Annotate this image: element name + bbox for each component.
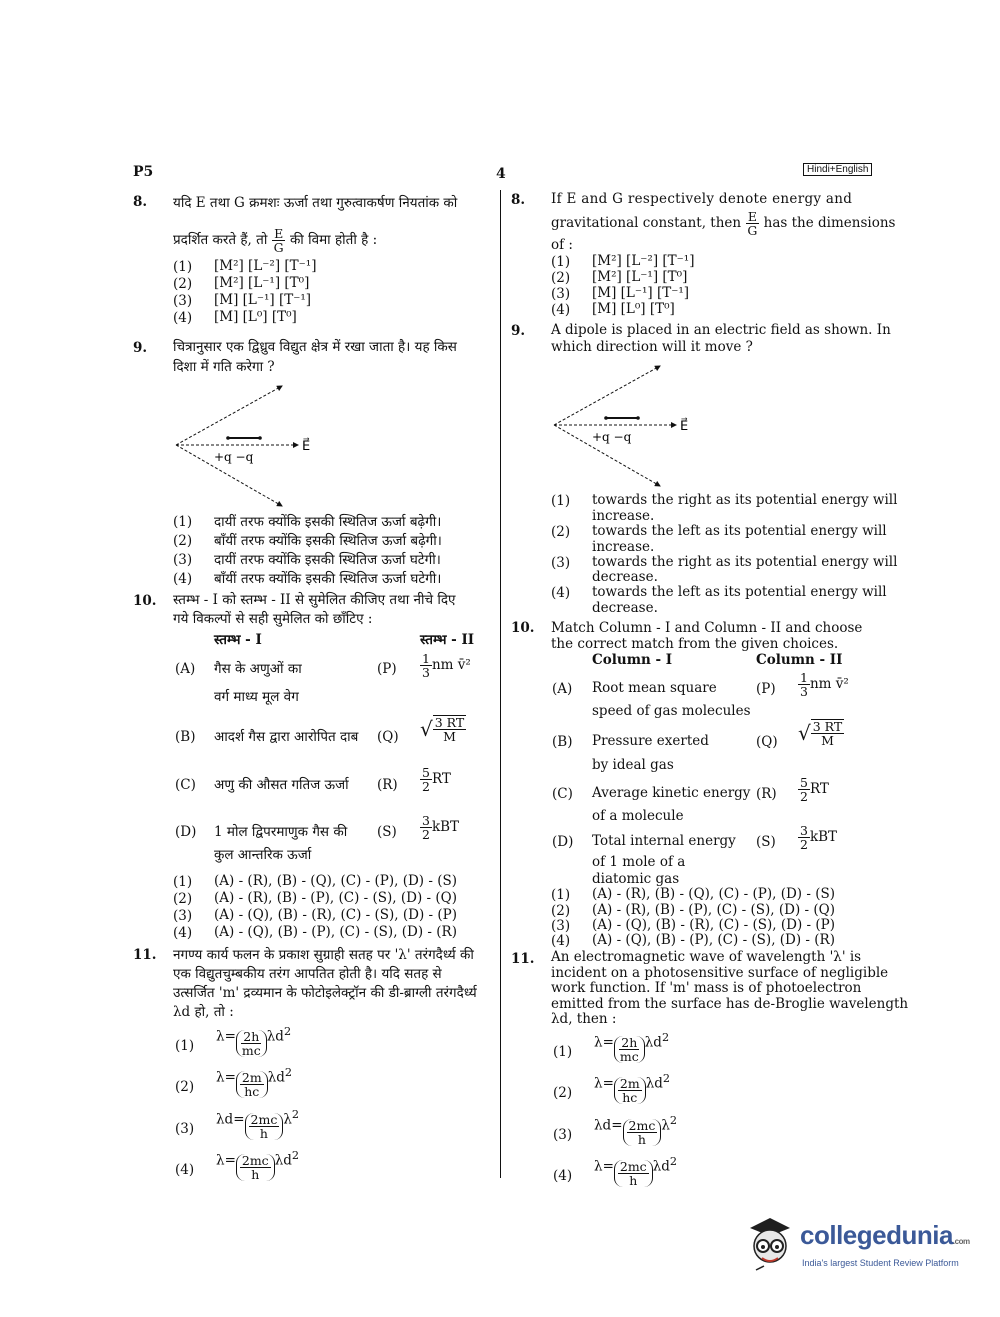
option-formula: λd= $\frac{2mc}{h}$ $\lambda^2$ <box>594 1114 678 1147</box>
option-number: (4) <box>173 925 193 941</box>
option-text: increase. <box>592 539 655 555</box>
option-text: [M] [L⁰] [T⁰] <box>214 309 297 325</box>
row-text: आदर्श गैस द्वारा आरोपित दाब <box>214 729 359 745</box>
option-text: [M] [L⁻¹] [T⁻¹] <box>592 285 690 301</box>
row-text: वर्ग माध्य मूल वेग <box>214 689 299 705</box>
option-text: [M²] [L⁻²] [T⁻¹] <box>592 253 695 269</box>
row-text: गैस के अणुओं का <box>214 661 302 677</box>
option-text: दायीं तरफ क्योंकि इसकी स्थितिज ऊर्जा घटेगी। <box>214 552 441 568</box>
question-text: An electromagnetic wave of wavelength 'λ' is <box>551 949 862 965</box>
question-text: Match Column - I and Column - II and choose <box>551 620 863 636</box>
question-number: 9. <box>511 323 526 339</box>
formula-p: $\frac{1}{3}$ nm v̄² <box>800 670 849 700</box>
question-text: which direction will it move ? <box>551 339 753 355</box>
option-number: (2) <box>173 533 193 549</box>
page-code: P5 <box>133 164 154 180</box>
option-text: [M] [L⁻¹] [T⁻¹] <box>214 292 312 308</box>
question-text: एक विद्युतचुम्बकीय तरंग आपतित होती है। यदि सतह से <box>173 966 442 982</box>
option-number: (3) <box>175 1121 195 1137</box>
row-text: 1 मोल द्विपरमाणुक गैस की <box>214 824 348 840</box>
option-number: (2) <box>173 276 193 292</box>
dipole-diagram <box>548 360 698 490</box>
row-label: (D) <box>175 824 197 840</box>
question-text: उत्सर्जित 'm' द्रव्यमान के फोटोइलेक्ट्रॉन की डी-ब्राग्ली तरंगदैर्ध्य <box>173 985 477 1001</box>
row-text: अणु की औसत गतिज ऊर्जा <box>214 777 349 793</box>
formula-s: $\frac{3}{2}$ kBT <box>800 823 838 853</box>
question-text: गये विकल्पों से सही सुमेलित को छाँटिए : <box>173 611 373 627</box>
option-text: decrease. <box>592 569 658 585</box>
option-text: towards the right as its potential energy will <box>592 554 898 570</box>
option-text: [M] [L⁰] [T⁰] <box>592 301 675 317</box>
option-number: (3) <box>553 1127 573 1143</box>
row-label: (P) <box>756 681 776 697</box>
question-number: 11. <box>133 947 157 963</box>
option-text: (A) - (R), (B) - (P), (C) - (S), (D) - (Q) <box>592 902 835 918</box>
option-text: (A) - (R), (B) - (P), (C) - (S), (D) - (Q) <box>214 890 457 906</box>
row-label: (A) <box>552 681 573 697</box>
option-number: (2) <box>175 1079 195 1095</box>
option-text: (A) - (Q), (B) - (R), (C) - (S), (D) - (P) <box>592 917 835 933</box>
formula-r: $\frac{5}{2}$ RT <box>422 765 451 795</box>
question-number: 8. <box>511 192 526 208</box>
question-text: A dipole is placed in an electric field as shown. In <box>551 322 891 338</box>
language-tag: Hindi+English <box>803 163 872 176</box>
column-heading: Column - I <box>592 652 673 668</box>
question-text: work function. If 'm' mass is of photoelectron <box>551 980 862 996</box>
option-text: (A) - (Q), (B) - (R), (C) - (S), (D) - (P) <box>214 907 457 923</box>
option-number: (4) <box>173 571 193 587</box>
option-formula: λ= $\frac{2mc}{h}$ $\lambda d^2$ <box>594 1155 678 1188</box>
question-text: λd हो, तो : <box>173 1004 234 1020</box>
row-text: diatomic gas <box>592 871 680 887</box>
option-number: (1) <box>173 259 193 275</box>
row-label: (C) <box>175 777 196 793</box>
question-number: 10. <box>511 620 535 636</box>
option-text: [M²] [L⁻²] [T⁻¹] <box>214 258 317 274</box>
row-text: कुल आन्तरिक ऊर्जा <box>214 847 312 863</box>
row-label: (Q) <box>377 729 399 745</box>
question-text: If E and G respectively denote energy and <box>551 191 853 207</box>
option-text: towards the right as its potential energy will <box>592 492 898 508</box>
option-number: (2) <box>551 270 571 286</box>
formula-r: $\frac{5}{2}$ RT <box>800 775 829 805</box>
row-text: Total internal energy <box>592 833 736 849</box>
question-text: स्तम्भ - I को स्तम्भ - II से सुमेलित कीजिए तथा नीचे दिए <box>173 592 456 608</box>
option-number: (1) <box>553 1044 573 1060</box>
option-text: [M²] [L⁻¹] [T⁰] <box>214 275 310 291</box>
question-text: emitted from the surface has de-Broglie wavelength <box>551 996 909 1012</box>
row-text: speed of gas molecules <box>592 703 751 719</box>
option-text: (A) - (R), (B) - (Q), (C) - (P), (D) - (S) <box>214 873 457 889</box>
page-number: 4 <box>496 166 506 182</box>
option-formula: λd= $\frac{2mc}{h}$ $\lambda^2$ <box>216 1108 300 1141</box>
option-number: (2) <box>551 903 571 919</box>
option-text: [M²] [L⁻¹] [T⁰] <box>592 269 688 285</box>
row-label: (C) <box>552 786 573 802</box>
column-heading: स्तम्भ - II <box>420 632 475 648</box>
option-number: (2) <box>553 1085 573 1101</box>
row-label: (B) <box>552 734 573 750</box>
option-number: (4) <box>175 1162 195 1178</box>
row-text: by ideal gas <box>592 757 674 773</box>
row-label: (R) <box>756 786 777 802</box>
option-number: (1) <box>175 1038 195 1054</box>
option-text: बाँयीं तरफ क्योंकि इसकी स्थितिज ऊर्जा बढ़ेगी। <box>214 533 442 549</box>
row-label: (A) <box>175 661 196 677</box>
question-text: of : <box>551 237 573 253</box>
option-formula: λ= $\frac{2h}{mc}$ $\lambda d^2$ <box>594 1031 670 1064</box>
question-text: नगण्य कार्य फलन के प्रकाश सुग्राही सतह पर 'λ' तरंगदैर्ध्य की <box>173 947 474 963</box>
column-divider <box>500 190 501 1178</box>
svg-text:+q −q: +q −q <box>214 450 254 464</box>
option-number: (3) <box>173 552 193 568</box>
option-number: (4) <box>173 310 193 326</box>
svg-text:E⃗: E⃗ <box>302 439 311 454</box>
question-text: λd, then : <box>551 1011 617 1027</box>
svg-text:E⃗: E⃗ <box>680 419 689 434</box>
question-number: 8. <box>133 194 148 210</box>
mascot-icon <box>742 1210 798 1276</box>
question-text: प्रदर्शित करते हैं, तो $\frac{E}{G}$ की विमा होती है : <box>173 226 378 256</box>
option-text: (A) - (Q), (B) - (P), (C) - (S), (D) - (R) <box>214 924 457 940</box>
option-number: (3) <box>173 908 193 924</box>
option-text: towards the left as its potential energy will <box>592 523 887 539</box>
formula-s: $\frac{3}{2}$ kBT <box>422 813 460 843</box>
row-text: of a molecule <box>592 808 684 824</box>
option-formula: λ= $\frac{2h}{mc}$ $\lambda d^2$ <box>216 1025 292 1058</box>
option-text: (A) - (Q), (B) - (P), (C) - (S), (D) - (R) <box>592 932 835 948</box>
question-text: the correct match from the given choices. <box>551 636 839 652</box>
option-number: (3) <box>173 293 193 309</box>
option-number: (1) <box>551 254 571 270</box>
row-label: (B) <box>175 729 196 745</box>
row-text: Pressure exerted <box>592 733 709 749</box>
formula-p: $\frac{1}{3}$ nm v̄² <box>422 651 471 681</box>
option-number: (4) <box>551 585 571 601</box>
option-number: (3) <box>551 918 571 934</box>
option-formula: λ= $\frac{2m}{hc}$ $\lambda d^2$ <box>594 1072 671 1105</box>
option-number: (2) <box>173 891 193 907</box>
option-text: दायीं तरफ क्योंकि इसकी स्थितिज ऊर्जा बढ़ेगी। <box>214 514 442 530</box>
column-heading: Column - II <box>756 652 843 668</box>
option-text: decrease. <box>592 600 658 616</box>
option-number: (1) <box>173 874 193 890</box>
question-number: 9. <box>133 340 148 356</box>
row-label: (R) <box>377 777 398 793</box>
row-label: (S) <box>756 834 776 850</box>
option-number: (1) <box>551 887 571 903</box>
question-text: gravitational constant, then $\frac{E}{G}$ has the dimensions <box>551 209 896 239</box>
option-formula: λ= $\frac{2m}{hc}$ $\lambda d^2$ <box>216 1066 293 1099</box>
dipole-diagram <box>170 380 320 510</box>
collegedunia-logo[interactable] <box>742 1210 972 1280</box>
option-number: (1) <box>551 493 571 509</box>
question-text: दिशा में गति करेगा ? <box>173 359 275 375</box>
question-number: 11. <box>511 951 535 967</box>
row-label: (S) <box>377 824 397 840</box>
row-label: (P) <box>377 661 397 677</box>
question-text: यदि E तथा G क्रमशः ऊर्जा तथा गुरुत्वाकर्षण नियतांक को <box>173 195 458 211</box>
column-heading: स्तम्भ - I <box>214 632 262 648</box>
option-text: towards the left as its potential energy will <box>592 584 887 600</box>
option-text: increase. <box>592 508 655 524</box>
formula-q: √ $\frac{3 RT}{M}$ <box>420 715 465 745</box>
question-number: 10. <box>133 593 157 609</box>
option-number: (3) <box>551 286 571 302</box>
row-label: (Q) <box>756 734 778 750</box>
option-number: (3) <box>551 555 571 571</box>
question-text: चित्रानुसार एक द्विध्रुव विद्युत क्षेत्र में रखा जाता है। यह किस <box>173 339 457 355</box>
option-formula: λ= $\frac{2mc}{h}$ $\lambda d^2$ <box>216 1149 300 1182</box>
row-text: Average kinetic energy <box>592 785 751 801</box>
logo-name: collegedunia.com <box>800 1220 970 1250</box>
option-number: (1) <box>173 514 193 530</box>
option-number: (4) <box>551 933 571 949</box>
row-label: (D) <box>552 834 574 850</box>
option-text: बाँयीं तरफ क्योंकि इसकी स्थितिज ऊर्जा घटेगी। <box>214 571 442 587</box>
option-number: (2) <box>551 524 571 540</box>
row-text: of 1 mole of a <box>592 854 686 870</box>
logo-tagline: India's largest Student Review Platform <box>802 1258 959 1268</box>
row-text: Root mean square <box>592 680 717 696</box>
question-text: incident on a photosensitive surface of negligible <box>551 965 889 981</box>
option-number: (4) <box>551 302 571 318</box>
option-number: (4) <box>553 1168 573 1184</box>
option-text: (A) - (R), (B) - (Q), (C) - (P), (D) - (S) <box>592 886 835 902</box>
svg-text:+q −q: +q −q <box>592 430 632 444</box>
formula-q: √ $\frac{3 RT}{M}$ <box>798 719 843 749</box>
